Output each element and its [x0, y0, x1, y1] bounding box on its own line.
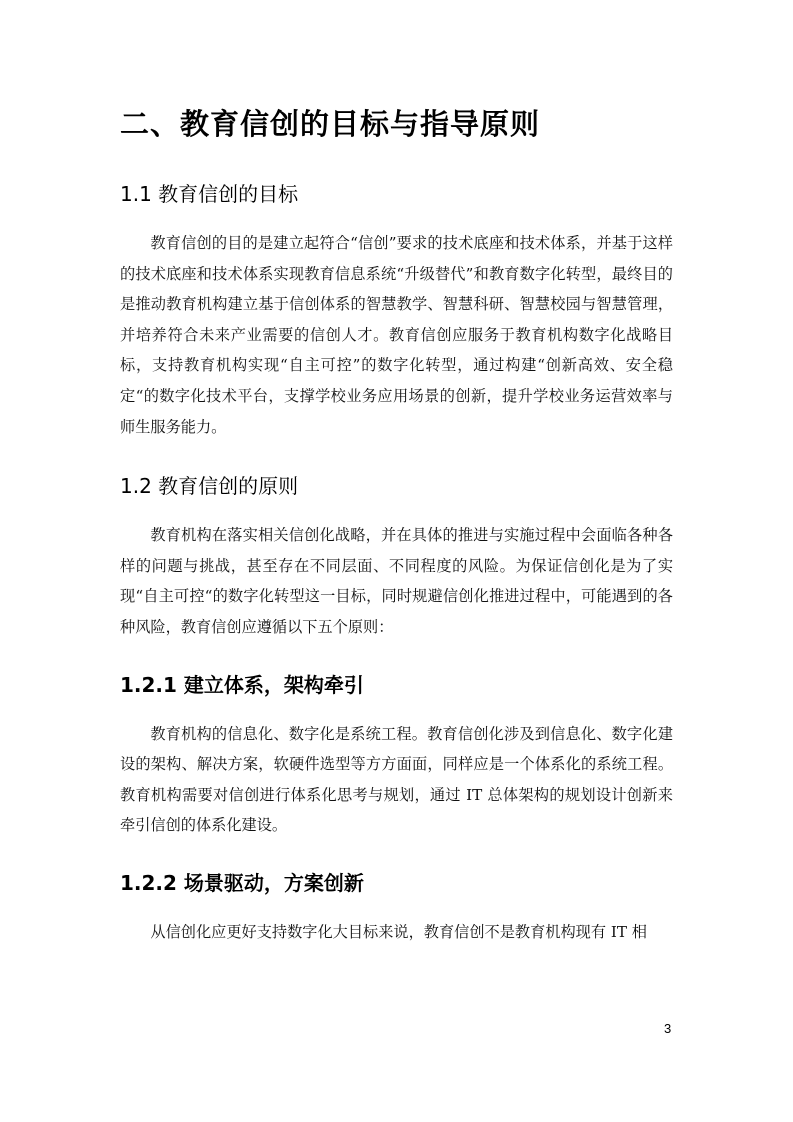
section-heading-1-2: 1.2 教育信创的原则 — [120, 474, 299, 499]
section-paragraph-1-2: 教育机构在落实相关信创化战略，并在具体的推进与实施过程中会面临各种各样的问题与挑战，甚至存在不同层面、不同程度的风险。为保证信创化是为了实现“自主可控“的数字化转型这一目标，同时规避信创化推进过程中，可能遇到的各种风险，教育信创应遵循以下五个原则： — [120, 526, 673, 636]
subsection-heading-1-2-2: 1.2.2 场景驱动，方案创新 — [120, 870, 364, 895]
subsection-paragraph-1-2-1: 教育机构的信息化、数字化是系统工程。教育信创化涉及到信息化、数字化建设的架构、解决方案，软硬件选型等方方面面，同样应是一个体系化的系统工程。教育机构需要对信创进行体系化思考与规划，通过 IT 总体架构的规划设计创新来牵引信创的体系化建设。 — [120, 724, 673, 835]
page-content — [120, 98, 673, 948]
page-number: 3 — [664, 1021, 672, 1036]
section-paragraph-1-1: 教育信创的目的是建立起符合“信创”要求的技术底座和技术体系，并基于这样的技术底座和技术体系实现教育信息系统“升级替代”和教育数字化转型，最终目的是推动教育机构建立基于信创体系的智慧教学、智慧科研、智慧校园与智慧管理，并培养符合未来产业需要的信创人才。教育信创应服务于教育机构数字化战略目标，支持教育机构实现“自主可控”的数字化转型，通过构建“创新高效、安全稳定“的数字化技术平台，支撑学校业务应用场景的创新，提升学校业务运营效率与师生服务能力。 — [120, 234, 673, 436]
subsection-heading-1-2-1: 1.2.1 建立体系，架构牵引 — [120, 672, 364, 697]
chapter-title: 二、教育信创的目标与指导原则 — [120, 107, 541, 141]
subsection-paragraph-1-2-2: 从信创化应更好支持数字化大目标来说，教育信创不是教育机构现有 IT 相 — [150, 922, 647, 941]
section-heading-1-1: 1.1 教育信创的目标 — [120, 182, 299, 206]
